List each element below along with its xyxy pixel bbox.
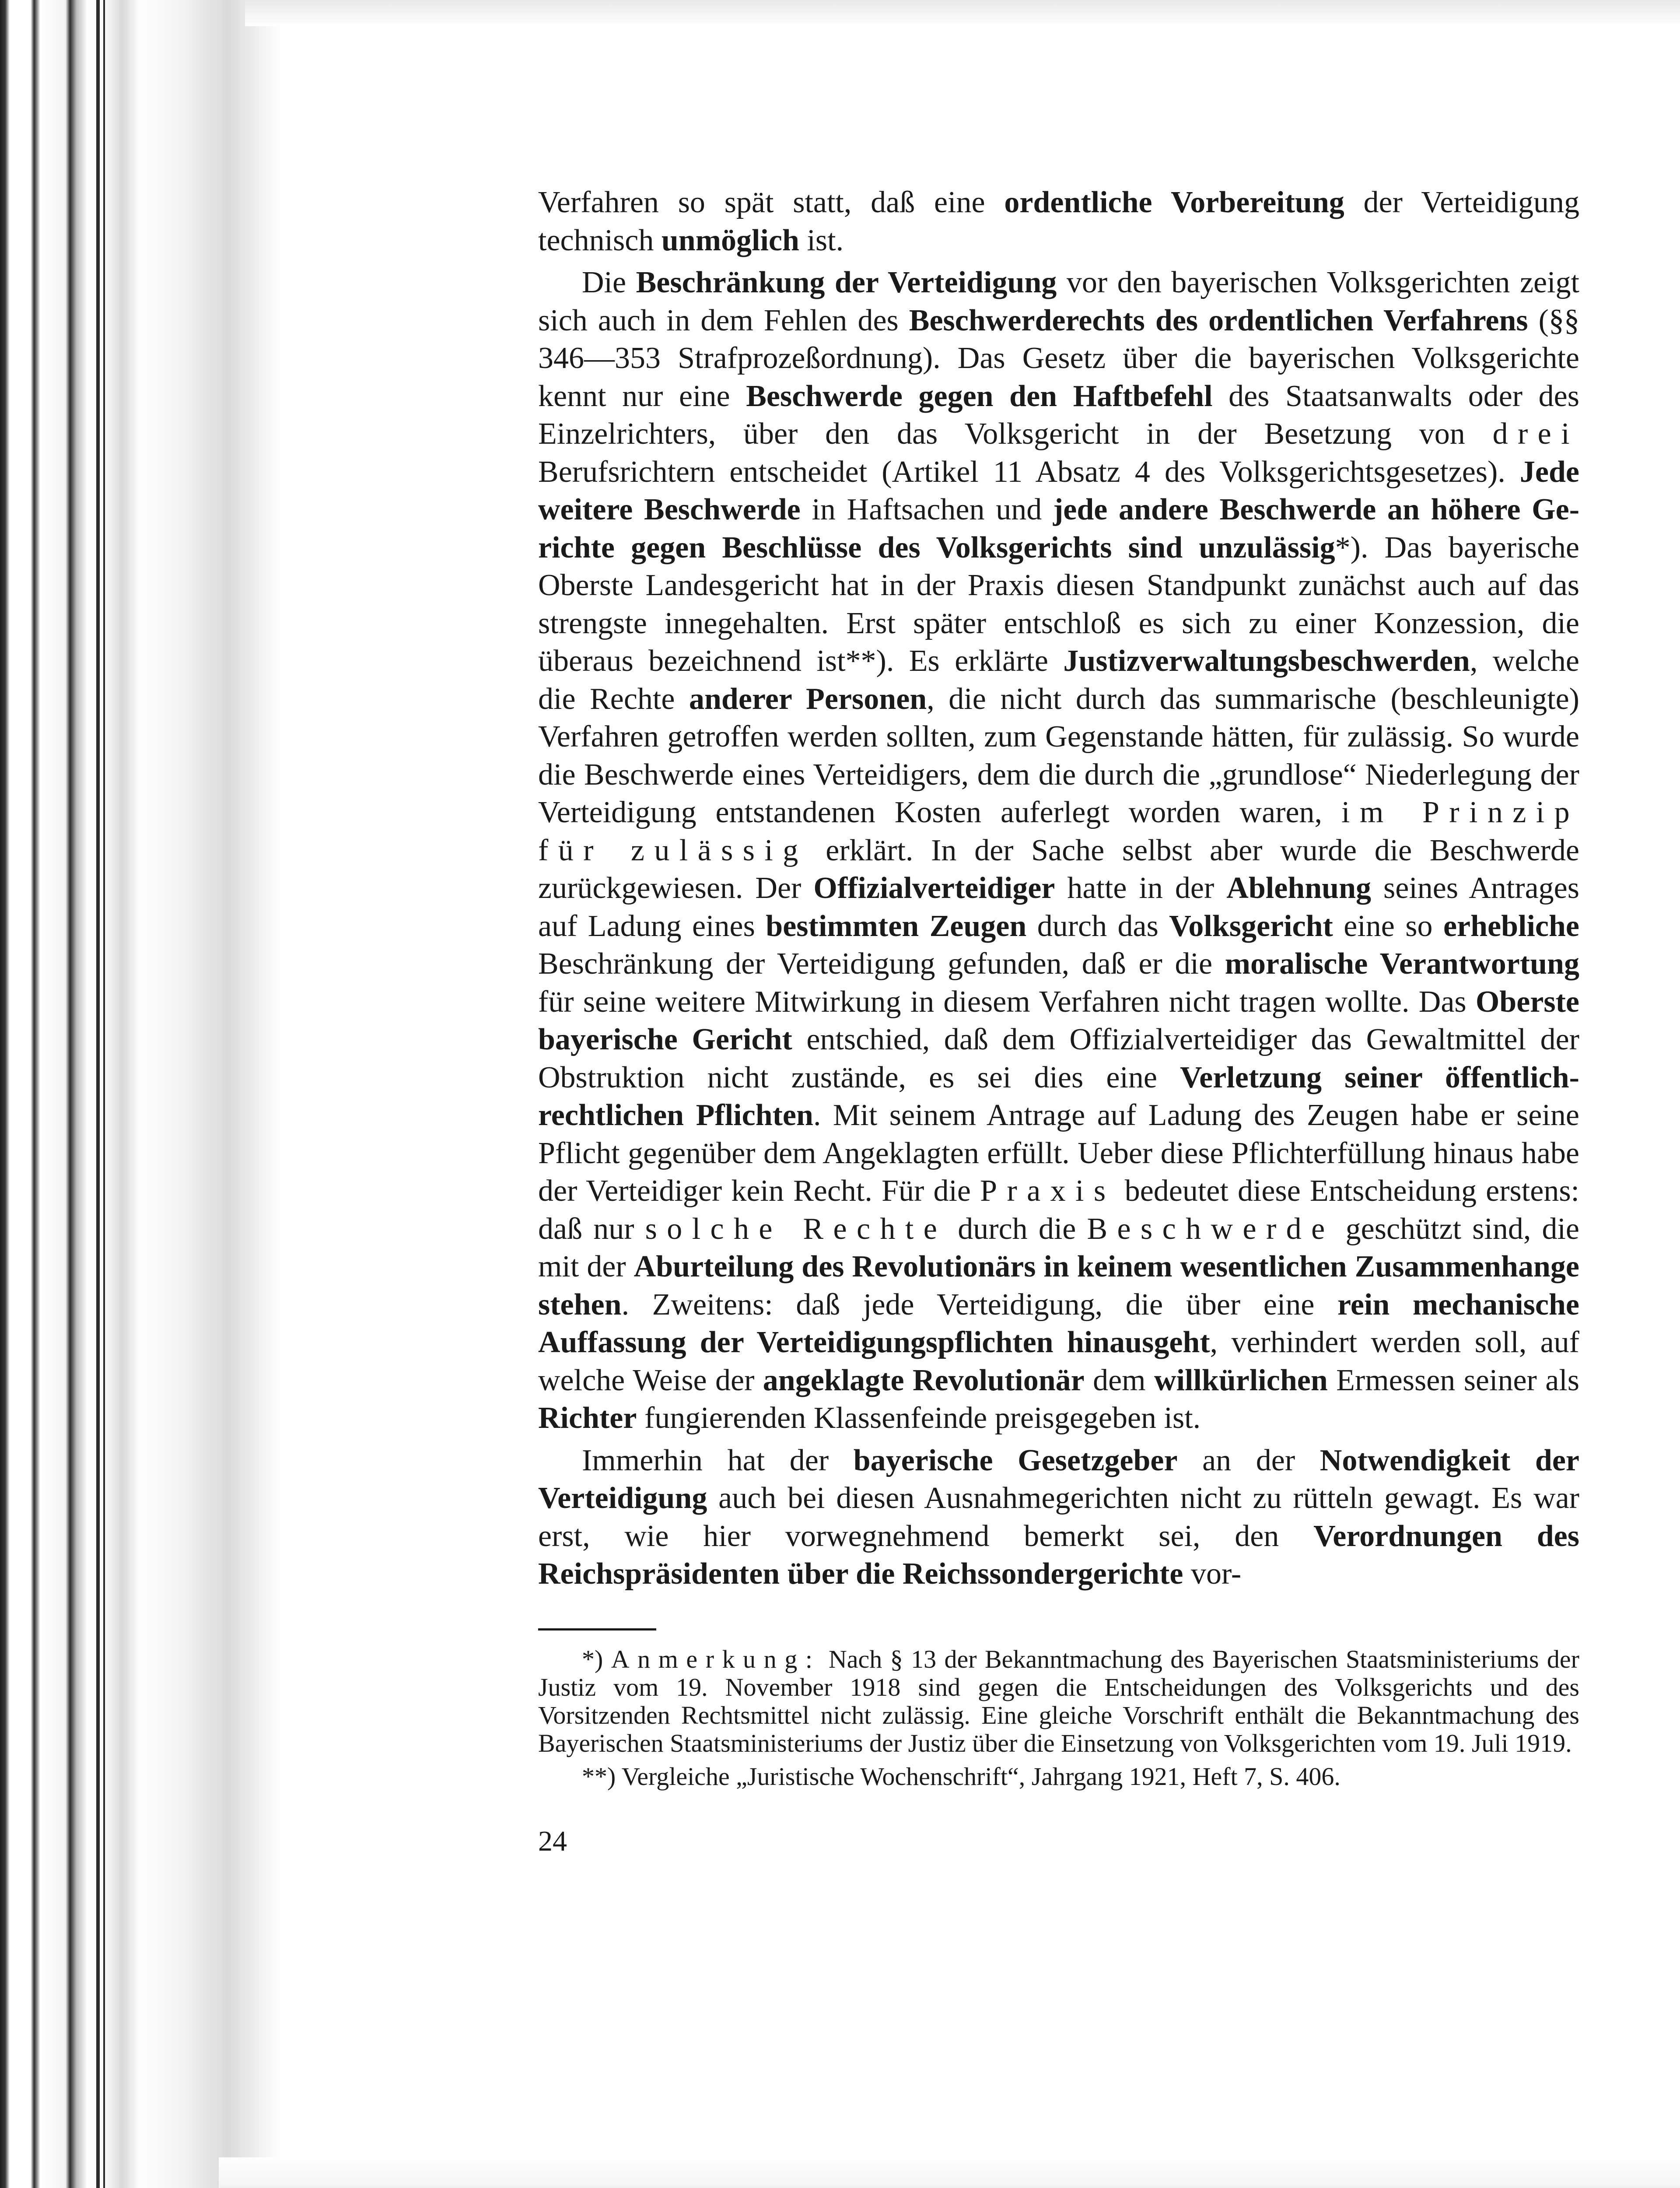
text-run: Praxis bbox=[980, 1174, 1116, 1208]
text-run: willkürlichen bbox=[1154, 1363, 1328, 1397]
text-run: . Zweitens: daß jede Verteidigung, die über eine bbox=[621, 1287, 1338, 1322]
text-run: Justizverwaltungsbeschwerden bbox=[1063, 644, 1470, 678]
text-run: Beschränkung der Verteidigung bbox=[636, 266, 1057, 299]
text-run: Ablehnung bbox=[1226, 871, 1372, 905]
text-run: an der bbox=[1177, 1443, 1320, 1477]
text-run: Ermessen seiner als bbox=[1327, 1363, 1579, 1397]
text-run: solche Rechte bbox=[645, 1212, 947, 1246]
footnote bbox=[538, 1763, 1579, 1791]
text-run: anderer Personen bbox=[689, 682, 927, 716]
text-run: fungierenden Klassenfeinde preisgegeben ist. bbox=[637, 1401, 1201, 1435]
text-run: eine so bbox=[1333, 909, 1443, 943]
text-run: rein mechanische Auffassung der Verteidigungspflichten hinausgeht bbox=[538, 1287, 1579, 1359]
text-run: (§§ 346—353 Strafprozeßordnung). Das Gesetz über die bayerischen Volksgerichte kennt nur eine bbox=[538, 303, 1579, 413]
text-run: geschützt sind, die mit der bbox=[538, 1212, 1579, 1283]
text-run: Berufsrichtern entscheidet (Artikel 11 Absatz 4 des Volksgerichtsgesetzes). bbox=[538, 455, 1520, 489]
text-run: vor- bbox=[1183, 1557, 1242, 1591]
body-text bbox=[538, 184, 1579, 1593]
text-run: dem bbox=[1084, 1363, 1155, 1397]
text-run: Beschränkung der Verteidigung gefunden, daß er die bbox=[538, 947, 1225, 981]
footnote bbox=[538, 1645, 1579, 1757]
text-run: erklärt. In der Sache selbst aber wurde die Beschwerde zurückgewiesen. Der bbox=[538, 833, 1579, 905]
text-run: Volksgericht bbox=[1169, 909, 1333, 943]
text-run: hatte in der bbox=[1055, 871, 1227, 905]
text-run: auch bei diesen Ausnahmegerichten nicht zu rütteln gewagt. Es war erst, wie hier vorwegnehmend bemerkt sei, den bbox=[538, 1481, 1579, 1553]
text-run: , die nicht durch das summarische (beschleunigte) Verfahren getroffen werden sollten, zum Gegenstande hätten, für zulässig. So wurde die Beschwerde eines Verteidigers, dem die durch die „grundlose“ Niederlegung der Verteidigung entstandenen Kosten auferlegt worden waren, bbox=[538, 682, 1579, 829]
text-run: Beschwerde gegen den Haftbefehl bbox=[746, 379, 1213, 413]
text-run: Immerhin hat der bbox=[582, 1443, 854, 1477]
book-binding bbox=[0, 0, 280, 2188]
text-run: *) bbox=[582, 1645, 611, 1673]
text-run: angeklagte Revolutionär bbox=[763, 1363, 1085, 1397]
text-run: *). Das bayerische Oberste Landesgericht hat in der Praxis diesen Standpunkt zunächst auch auf das strengste innegehalten. Erst später entschloß es sich zu einer Konzession, die überaus bezeichnend ist**). Es erklärte bbox=[538, 530, 1579, 678]
footnote-divider bbox=[538, 1628, 656, 1630]
text-run: in Haftsachen und bbox=[800, 493, 1053, 526]
text-run: bestimmten Zeugen bbox=[766, 909, 1027, 943]
text-run: des Staatsanwalts oder des Einzelrichters, über den das Volksgericht in der Besetzung von bbox=[538, 379, 1579, 451]
paragraph bbox=[538, 184, 1579, 259]
text-run: Beschwerderechts des ordentlichen Verfahrens bbox=[909, 303, 1528, 337]
text-run: Die bbox=[582, 266, 636, 299]
text-run: bayerische Gesetzgeber bbox=[853, 1443, 1178, 1477]
text-run: **) Vergleiche „Juristische Wochenschrift“, Jahrgang 1921, Heft 7, S. 406. bbox=[582, 1762, 1340, 1791]
text-run: durch das bbox=[1026, 909, 1169, 943]
text-run: , welche die Rechte bbox=[538, 644, 1579, 716]
text-run: Notwendigkeit der Verteidigung bbox=[538, 1443, 1579, 1515]
text-run: Jede weitere Beschwerde bbox=[538, 455, 1579, 526]
text-run: seines Antrages auf Ladung eines bbox=[538, 871, 1579, 943]
text-run: . Mit seinem Antrage auf Ladung des Zeugen habe er seine Pflicht gegenüber dem Angeklagten erfüllt. Ueber diese Pflichterfüllung hinaus habe der Verteidiger kein Recht. Für die bbox=[538, 1098, 1579, 1208]
text-run: ist. bbox=[799, 223, 844, 257]
paragraph bbox=[538, 264, 1579, 1438]
text-run: Verordnungen des Reichspräsidenten über die Reichssondergerichte bbox=[538, 1519, 1579, 1591]
binding-line bbox=[96, 0, 100, 2188]
text-run: Beschwerde bbox=[1087, 1212, 1335, 1246]
text-run: jede andere Beschwerde an höhere Gerichte gegen Beschlüsse des Volksgerichts sind unzulässig bbox=[538, 493, 1580, 565]
footnotes bbox=[538, 1645, 1579, 1791]
text-run: , verhindert werden soll, auf welche Weise der bbox=[538, 1325, 1579, 1397]
text-run: Offizialverteidiger bbox=[813, 871, 1055, 905]
text-run: Verletzung seiner öffentlich-rechtlichen Pflichten bbox=[538, 1060, 1579, 1132]
text-run: Anmerkung: bbox=[611, 1645, 821, 1673]
page-number: 24 bbox=[538, 1825, 567, 1857]
text-run: im Prinzip für zulässig bbox=[538, 796, 1579, 867]
text-run: ordentliche Vorbereitung bbox=[1004, 186, 1344, 219]
text-run: bedeutet diese Entscheidung erstens: daß nur bbox=[538, 1174, 1580, 1246]
page-bottom-edge bbox=[219, 2157, 1680, 2188]
text-run: Richter bbox=[538, 1401, 637, 1435]
text-run: durch die bbox=[947, 1212, 1087, 1246]
book-page bbox=[538, 184, 1579, 1858]
page-top-edge bbox=[245, 0, 1680, 26]
text-run: moralische Verantwortung bbox=[1225, 947, 1579, 981]
text-run: Oberste bayerische Gericht bbox=[538, 985, 1579, 1056]
paragraph bbox=[538, 1442, 1579, 1593]
text-run: Verfahren so spät statt, daß eine bbox=[538, 186, 1004, 219]
text-run: vor den bayerischen Volksgerichten zeigt sich auch in dem Fehlen des bbox=[538, 266, 1579, 337]
text-run: für seine weitere Mitwirkung in diesem Verfahren nicht tragen wollte. Das bbox=[538, 985, 1476, 1019]
text-run: entschied, daß dem Offizialverteidiger das Gewaltmittel der Obstruktion nicht zustände, es sei dies eine bbox=[538, 1023, 1579, 1094]
text-run: unmöglich bbox=[661, 223, 799, 257]
text-run: der Verteidigung technisch bbox=[538, 186, 1580, 257]
text-run: erhebliche bbox=[1443, 909, 1579, 943]
binding-line bbox=[103, 0, 105, 2188]
text-run: drei bbox=[1492, 417, 1579, 451]
text-run: Aburteilung des Revolutionärs in keinem wesentlichen Zusammenhange stehen bbox=[538, 1250, 1579, 1322]
text-run: Nach § 13 der Bekanntmachung des Bayerischen Staatsministeriums der Justiz vom 19. November 1918 sind gegen die Entscheidungen des Volksgerichts und des Vorsitzenden Rechtsmittel nicht zulässig. Eine gleiche Vorschrift enthält die Bekanntmachung des Bayerischen Staatsministeriums der Justiz über die Einsetzung von Volksgerichten vom 19. Juli 1919. bbox=[538, 1645, 1579, 1757]
